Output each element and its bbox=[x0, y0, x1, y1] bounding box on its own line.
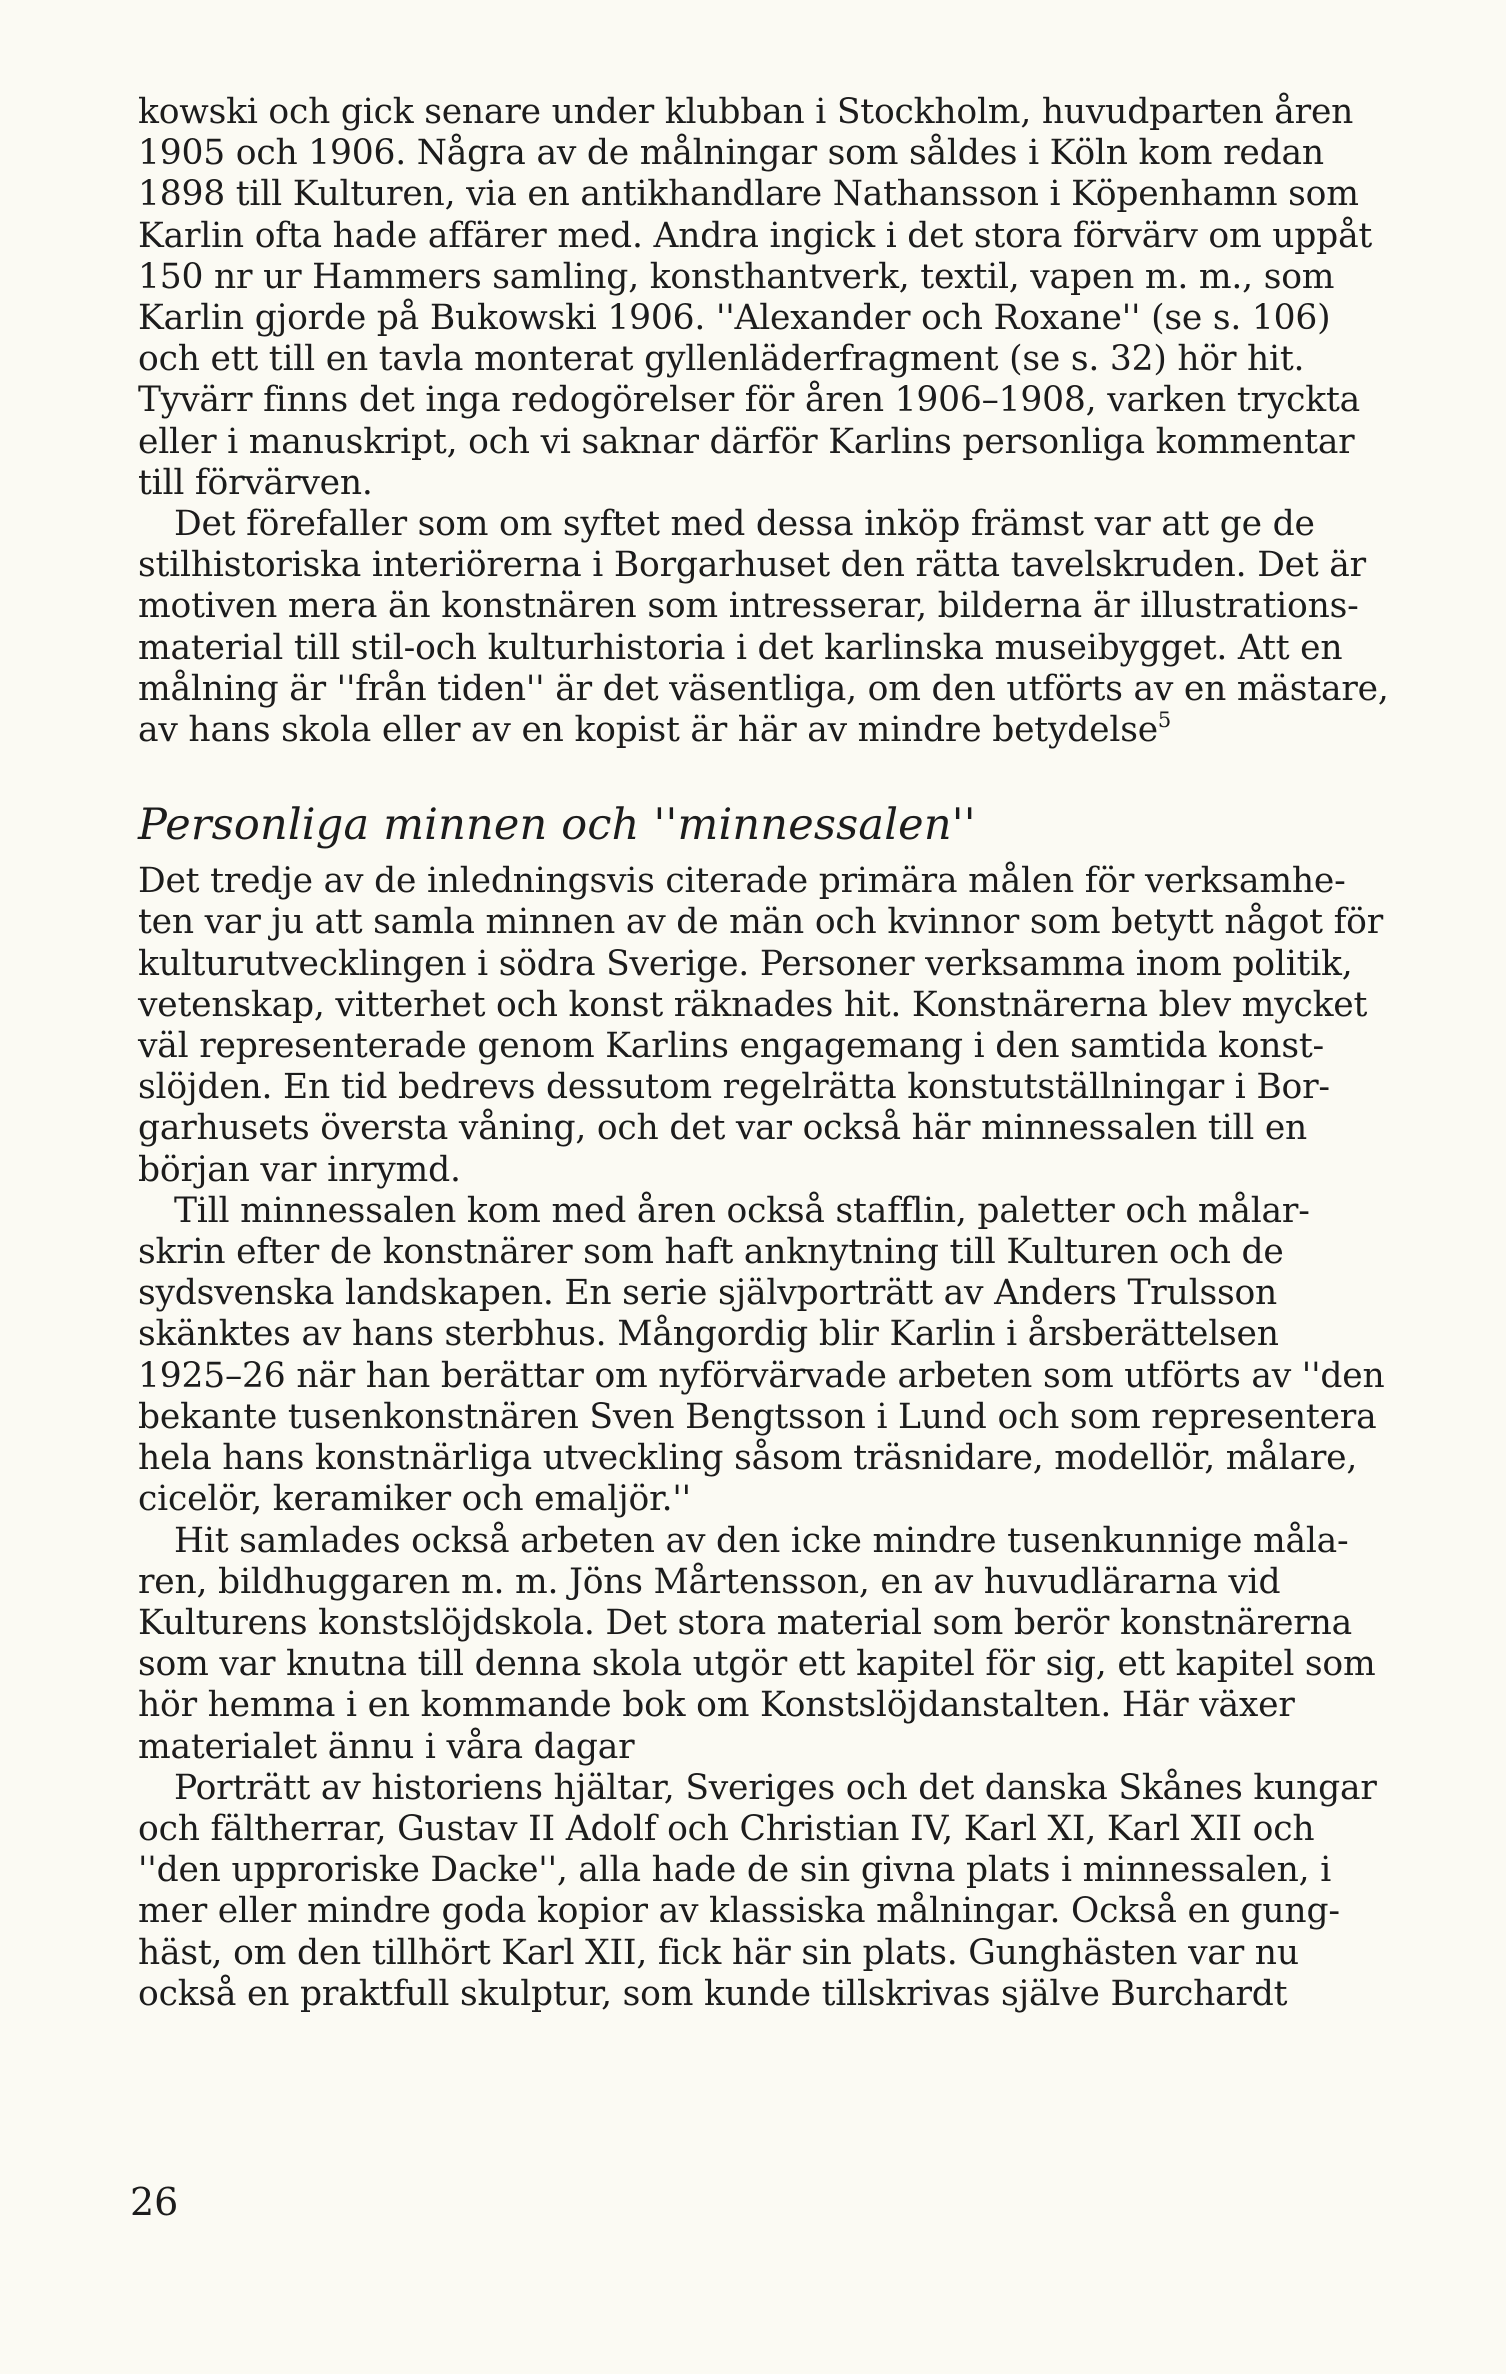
text-line: häst, om den tillhört Karl XII, fick här sin plats. Gunghästen var nu bbox=[138, 1932, 1299, 1973]
section-heading: Personliga minnen och ''minnessalen'' bbox=[138, 800, 976, 851]
text-line: och fältherrar, Gustav II Adolf och Christian IV, Karl XI, Karl XII och bbox=[138, 1808, 1315, 1849]
text-line: bekante tusenkonstnären Sven Bengtsson i Lund och som representera bbox=[138, 1396, 1377, 1437]
text-line: väl representerade genom Karlins engagemang i den samtida konst- bbox=[138, 1026, 1324, 1067]
text-line: ren, bildhuggaren m. m. Jöns Mårtensson, en av huvudlärarna vid bbox=[138, 1561, 1281, 1602]
text-line-content: av hans skola eller av en kopist är här av mindre betydelse bbox=[138, 710, 1158, 751]
text-line: skänktes av hans sterbhus. Mångordig blir Karlin i årsberättelsen bbox=[138, 1314, 1279, 1355]
text-line: Karlin ofta hade affärer med. Andra ingick i det stora förvärv om uppåt bbox=[138, 215, 1373, 256]
text-line: 1898 till Kulturen, via en antikhandlare Nathansson i Köpenhamn som bbox=[138, 174, 1359, 215]
text-line: som var knutna till denna skola utgör ett kapitel för sig, ett kapitel som bbox=[138, 1644, 1376, 1685]
text-line: material till stil-och kulturhistoria i det karlinska museibygget. Att en bbox=[138, 627, 1343, 668]
paragraph-1 bbox=[138, 92, 1373, 504]
text-line: ten var ju att samla minnen av de män och kvinnor som betytt något för bbox=[138, 902, 1384, 943]
text-line: ''den upproriske Dacke'', alla hade de sin givna plats i minnessalen, i bbox=[138, 1850, 1332, 1891]
text-line: stilhistoriska interiörerna i Borgarhuset den rätta tavelskruden. Det är bbox=[138, 545, 1366, 586]
text-line: Det tredje av de inledningsvis citerade primära målen för verksamhe- bbox=[138, 861, 1346, 902]
text-line: 1905 och 1906. Några av de målningar som såldes i Köln kom redan bbox=[138, 133, 1324, 174]
text-line: Hit samlades också arbeten av den icke mindre tusenkunnige måla- bbox=[174, 1520, 1349, 1561]
text-line: hör hemma i en kommande bok om Konstslöjdanstalten. Här växer bbox=[138, 1685, 1295, 1726]
text-line: till förvärven. bbox=[138, 462, 373, 503]
text-line: garhusets översta våning, och det var också här minnessalen till en bbox=[138, 1108, 1308, 1149]
text-line: vetenskap, vitterhet och konst räknades hit. Konstnärerna blev mycket bbox=[138, 984, 1368, 1025]
text-line: cicelör, keramiker och emaljör.'' bbox=[138, 1479, 691, 1520]
text-line: hela hans konstnärliga utveckling såsom träsnidare, modellör, målare, bbox=[138, 1438, 1358, 1479]
text-line: slöjden. En tid bedrevs dessutom regelrätta konstutställningar i Bor- bbox=[138, 1067, 1330, 1108]
text-line: 1925–26 när han berättar om nyförvärvade arbeten som utförts av ''den bbox=[138, 1355, 1385, 1396]
paragraph-6 bbox=[138, 1767, 1377, 2015]
text-line: Porträtt av historiens hjältar, Sveriges och det danska Skånes kungar bbox=[174, 1767, 1377, 1808]
text-line: också en praktfull skulptur, som kunde tillskrivas själve Burchardt bbox=[138, 1973, 1288, 2014]
text-line: mer eller mindre goda kopior av klassiska målningar. Också en gung- bbox=[138, 1891, 1340, 1932]
text-line: Tyvärr finns det inga redogörelser för åren 1906–1908, varken tryckta bbox=[138, 380, 1360, 421]
text-line: målning är ''från tiden'' är det väsentliga, om den utförts av en mästare, bbox=[138, 668, 1389, 709]
page-number: 26 bbox=[130, 2180, 179, 2224]
text-line: skrin efter de konstnärer som haft anknytning till Kulturen och de bbox=[138, 1232, 1284, 1273]
text-line: och ett till en tavla monterat gyllenläderfragment (se s. 32) hör hit. bbox=[138, 339, 1305, 380]
page-body bbox=[138, 92, 1389, 2015]
text-line: Karlin gjorde på Bukowski 1906. ''Alexander och Roxane'' (se s. 106) bbox=[138, 298, 1331, 339]
text-line: kowski och gick senare under klubban i Stockholm, huvudparten åren bbox=[138, 92, 1354, 132]
text-line: motiven mera än konstnären som intresserar, bilderna är illustrations- bbox=[138, 586, 1359, 627]
paragraph-5 bbox=[138, 1520, 1376, 1768]
paragraph-4 bbox=[138, 1190, 1385, 1521]
text-line: Till minnessalen kom med åren också stafflin, paletter och målar- bbox=[174, 1190, 1310, 1231]
text-line: sydsvenska landskapen. En serie självporträtt av Anders Trulsson bbox=[138, 1273, 1278, 1314]
text-line: 150 nr ur Hammers samling, konsthantverk, textil, vapen m. m., som bbox=[138, 256, 1335, 297]
text-line: Kulturens konstslöjdskola. Det stora material som berör konstnärerna bbox=[138, 1602, 1352, 1643]
text-line: eller i manuskript, och vi saknar därför Karlins personliga kommentar bbox=[138, 421, 1355, 462]
text-line: början var inrymd. bbox=[138, 1149, 461, 1190]
paragraph-3 bbox=[138, 861, 1384, 1191]
footnote-mark: 5 bbox=[1157, 708, 1172, 733]
text-line: kulturutvecklingen i södra Sverige. Personer verksamma inom politik, bbox=[138, 943, 1353, 984]
paragraph-2 bbox=[138, 504, 1389, 751]
text-line bbox=[138, 710, 1343, 751]
text-line: materialet ännu i våra dagar bbox=[138, 1726, 635, 1767]
text-line: Det förefaller som om syftet med dessa inköp främst var att ge de bbox=[174, 504, 1315, 545]
